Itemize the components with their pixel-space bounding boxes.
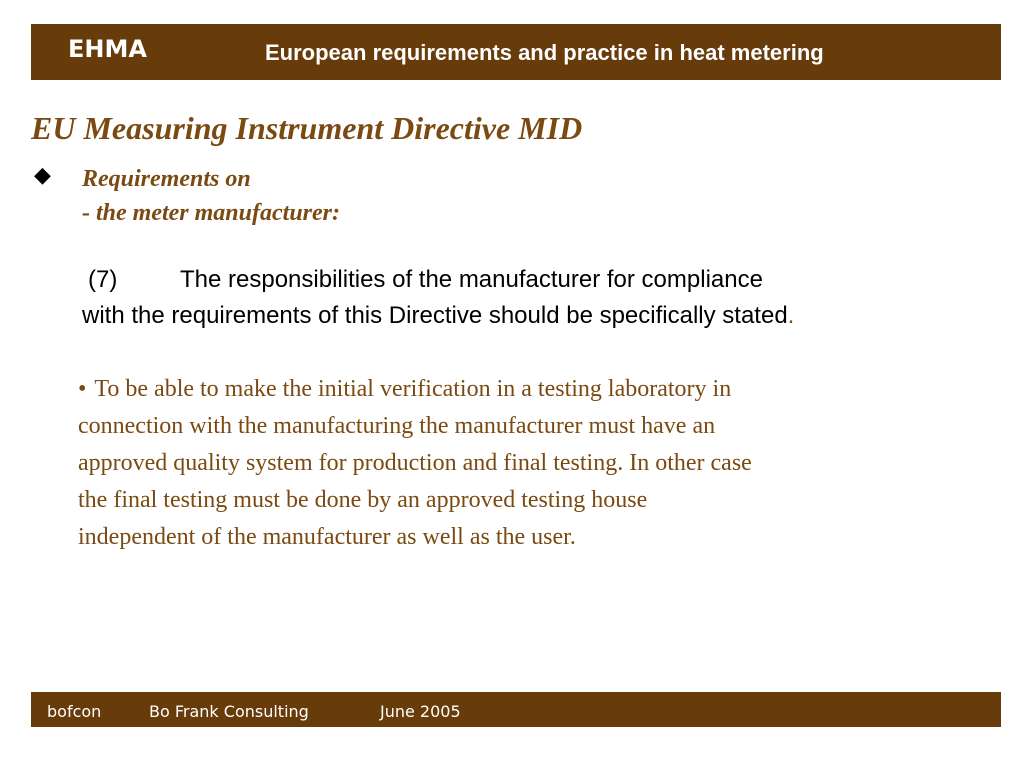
- footer-bar: [31, 692, 1001, 727]
- requirements-heading: Requirements on: [82, 166, 251, 192]
- paragraph-line-2-text: with the requirements of this Directive should be specifically stated: [82, 302, 788, 329]
- requirements-subheading: - the meter manufacturer:: [82, 200, 340, 226]
- body-line: connection with the manufacturing the manufacturer must have an: [78, 413, 716, 439]
- header-title: European requirements and practice in heat metering: [265, 40, 824, 65]
- dot-bullet-icon: •: [78, 376, 87, 402]
- paragraph-period: .: [787, 302, 795, 329]
- body-text: [78, 371, 968, 556]
- footer-org: bofcon: [47, 702, 102, 721]
- body-line: the final testing must be done by an approved testing house: [78, 487, 648, 513]
- body-line: approved quality system for production and final testing. In other case: [78, 450, 752, 476]
- slide-title: EU Measuring Instrument Directive MID: [31, 110, 583, 146]
- diamond-bullet-icon: ◆: [34, 163, 51, 188]
- paragraph-line-1: The responsibilities of the manufacturer for compliance: [180, 266, 763, 293]
- paragraph-number: (7): [88, 266, 118, 293]
- paragraph-line-2: [82, 302, 794, 330]
- footer-company: Bo Frank Consulting: [149, 702, 309, 721]
- header-bar: [31, 24, 1001, 80]
- header-brand: EHMA: [68, 35, 147, 63]
- body-line: independent of the manufacturer as well as the user.: [78, 524, 576, 550]
- footer-date: June 2005: [380, 702, 461, 721]
- body-line-text: To be able to make the initial verification in a testing laboratory in: [94, 376, 732, 402]
- body-line: [78, 371, 968, 408]
